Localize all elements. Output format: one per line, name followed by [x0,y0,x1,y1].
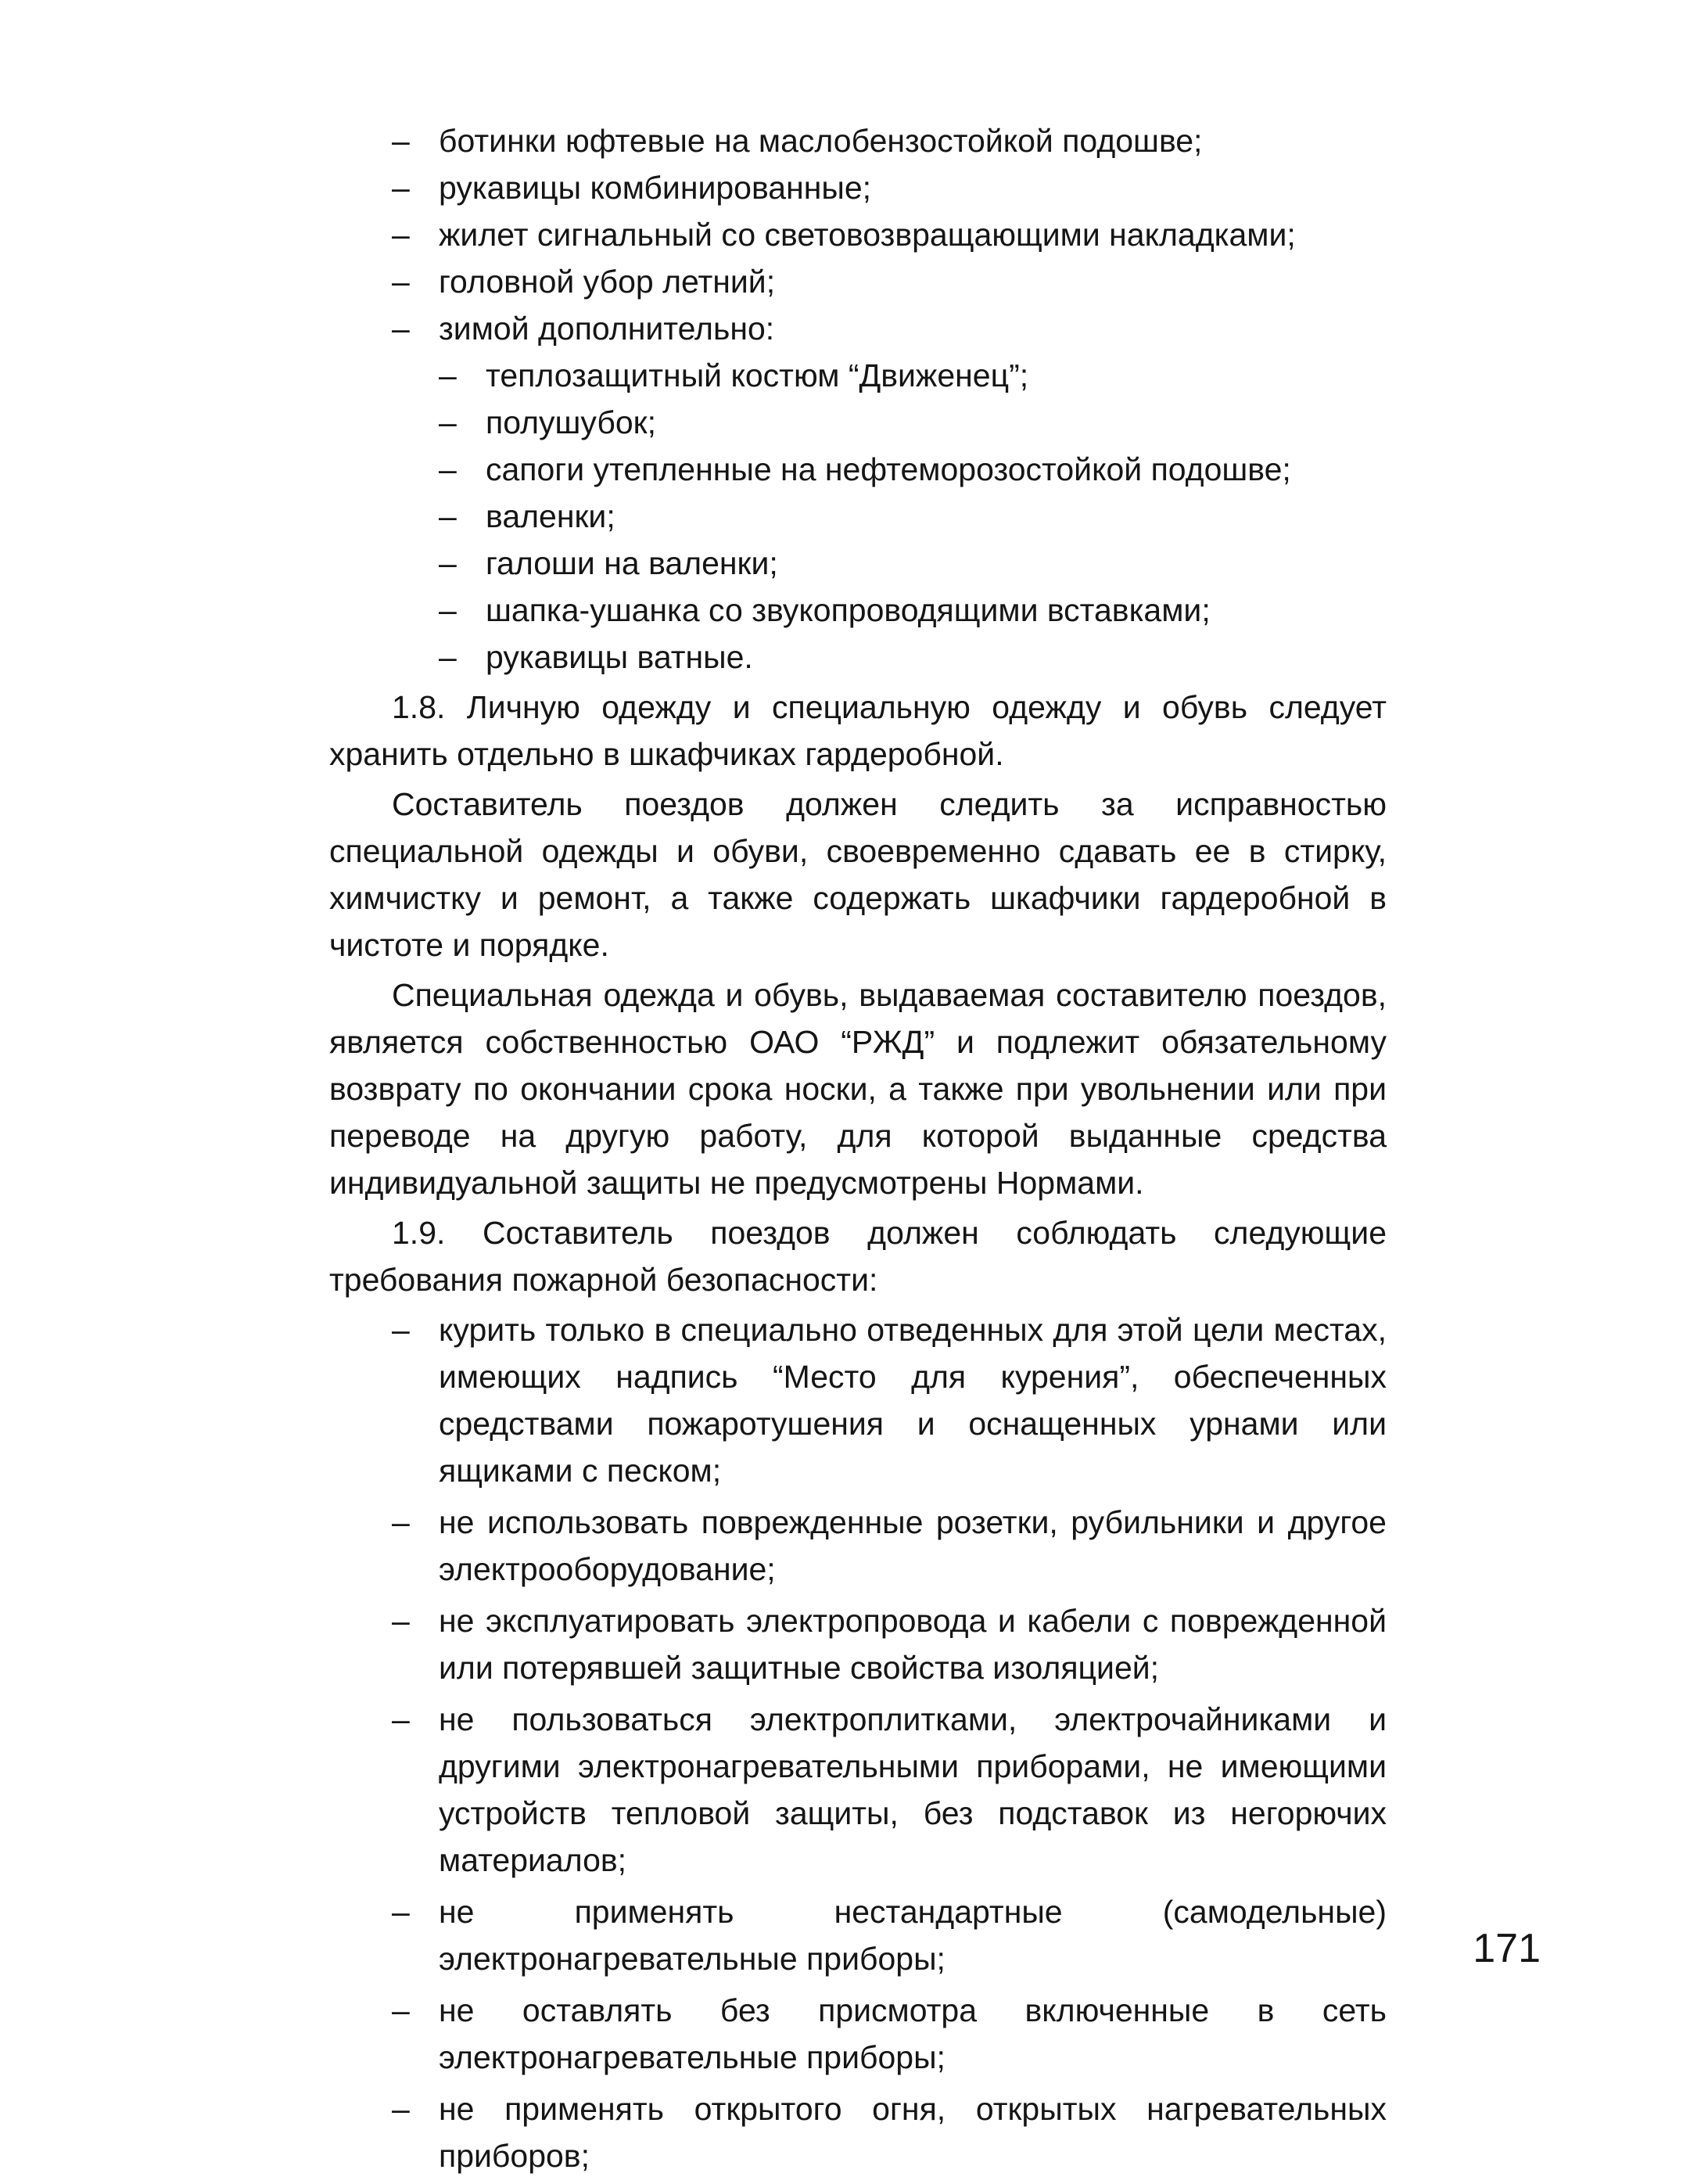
list-item [329,1696,1387,1884]
list-item [329,399,1387,446]
dash-marker: – [392,170,410,206]
list-item [329,540,1387,587]
paragraph-maintenance: Составитель поездов должен следить за исправностью специальной одежды и обуви, своевременно сдавать ее в стирку, химчистку и ремонт, а также содержать шкафчики гардеробной в чистоте и порядке. [329,786,1387,963]
dash-marker: – [439,404,457,440]
dash-marker: – [392,2091,410,2127]
dash-marker: – [392,264,410,300]
paragraph-ownership: Специальная одежда и обувь, выдаваемая составителю поездов, является собственностью ОАО “РЖД” и подлежит обязательному возврату по окончании срока носки, а также при увольнении или при переводе на другую работу, для которой выданные средства индивидуальной защиты не предусмотрены Нормами. [329,977,1387,1201]
dash-marker: – [439,498,457,534]
list-item-text: не эксплуатировать электропровода и кабели с поврежденной или потерявшей защитные свойства изоляцией; [439,1603,1387,1686]
dash-marker: – [392,1992,410,2028]
list-item-text: не пользоваться электроплитками, электрочайниками и другими электронагревательными приборами, не имеющими устройств тепловой защиты, без подставок из негорючих материалов; [439,1701,1387,1878]
list-item-text: головной убор летний; [439,264,776,300]
list-item [329,1987,1387,2081]
dash-marker: – [392,1603,410,1639]
dash-marker: – [392,311,410,347]
list-item [329,1306,1387,1494]
fire-safety-list [329,1306,1387,2179]
dash-marker: – [392,1894,410,1930]
list-item-text: валенки; [486,498,615,534]
list-item [329,352,1387,399]
dash-marker: – [439,357,457,393]
list-item-text: не применять открытого огня, открытых нагревательных приборов; [439,2091,1387,2174]
dash-marker: – [439,545,457,581]
dash-marker: – [392,1701,410,1737]
list-item [329,211,1387,258]
ppe-list [329,117,1387,352]
dash-marker: – [392,217,410,253]
list-item-text: рукавицы комбинированные; [439,170,872,206]
list-item [329,587,1387,634]
list-item [329,446,1387,493]
list-item [329,117,1387,164]
list-item-text: не оставлять без присмотра включенные в сеть электронагревательные приборы; [439,1992,1387,2075]
list-item-text: не применять нестандартные (самодельные) электронагревательные приборы; [439,1894,1387,1977]
dash-marker: – [392,123,410,159]
dash-marker: – [439,639,457,675]
page-body [329,117,1387,2184]
list-item-text: курить только в специально отведенных для этой цели местах, имеющих надпись “Место для курения”, обеспеченных средствами пожаротушения и оснащенных урнами или ящиками с песком; [439,1312,1387,1489]
list-item [329,1499,1387,1593]
page-number: 171 [1473,1926,1541,1971]
paragraph-1-9: 1.9. Составитель поездов должен соблюдать следующие требования пожарной безопасности: [329,1215,1387,1298]
list-item [329,634,1387,681]
list-item [329,1888,1387,1982]
list-item [329,305,1387,352]
list-item-text: галоши на валенки; [486,545,778,581]
list-item-text: сапоги утепленные на нефтеморозостойкой подошве; [486,451,1291,487]
list-item-text: полушубок; [486,404,656,440]
list-item [329,1597,1387,1691]
dash-marker: – [439,592,457,628]
list-item-text: ботинки юфтевые на маслобензостойкой подошве; [439,123,1203,159]
dash-marker: – [392,1312,410,1348]
winter-ppe-list [329,352,1387,681]
list-item [329,258,1387,305]
list-item-text: жилет сигнальный со световозвращающими накладками; [439,217,1296,253]
list-item [329,493,1387,540]
list-item-text: шапка-ушанка со звукопроводящими вставками; [486,592,1211,628]
paragraph-1-8: 1.8. Личную одежду и специальную одежду и обувь следует хранить отдельно в шкафчиках гардеробной. [329,689,1387,772]
list-item-text: рукавицы ватные. [486,639,753,675]
list-item [329,164,1387,211]
list-item [329,2085,1387,2179]
list-item-text: зимой дополнительно: [439,311,775,347]
dash-marker: – [439,451,457,487]
list-item-text: теплозащитный костюм “Движенец”; [486,357,1029,393]
list-item-text: не использовать поврежденные розетки, рубильники и другое электрооборудование; [439,1504,1387,1587]
dash-marker: – [392,1504,410,1540]
